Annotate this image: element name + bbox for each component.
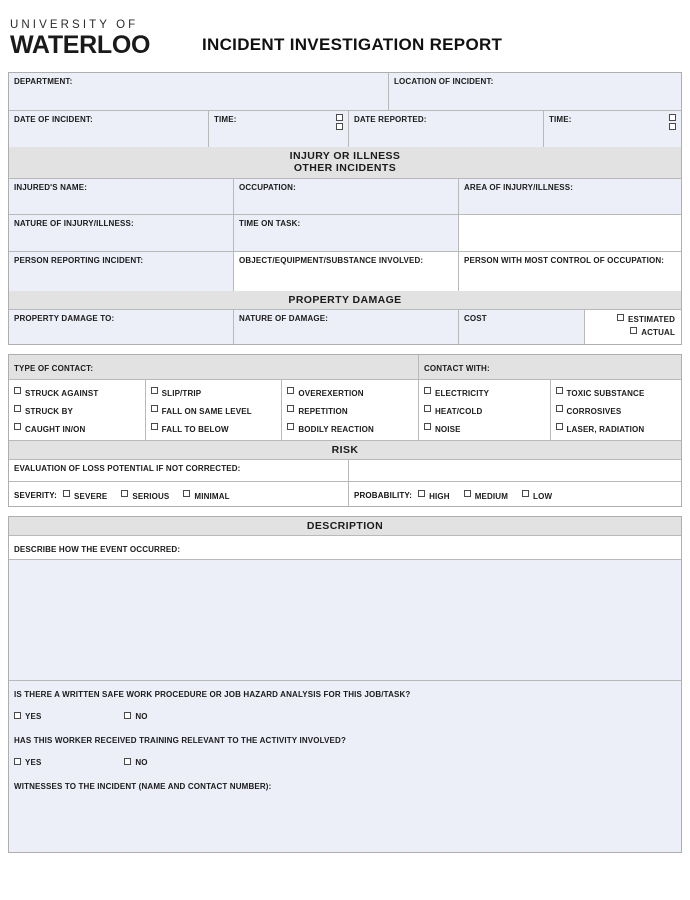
label-fall-on-same-level: FALL ON SAME LEVEL [161, 407, 252, 416]
description-block [8, 516, 682, 853]
time-reported-ampm-group[interactable] [669, 114, 676, 132]
field-nature-of-damage[interactable] [234, 310, 459, 344]
label-caught-in-on: CAUGHT IN/ON [25, 425, 86, 434]
checkbox-noise[interactable] [424, 423, 431, 430]
checkbox-toxic-substance[interactable] [556, 387, 563, 394]
field-location-of-incident[interactable] [389, 73, 681, 111]
checkbox-corrosives[interactable] [556, 405, 563, 412]
type-of-contact-panel [9, 355, 419, 440]
cost-estimated-label: ESTIMATED [628, 315, 675, 324]
field-evaluation-of-loss-potential-label: EVALUATION OF LOSS POTENTIAL IF NOT CORRECTED: [14, 464, 241, 473]
field-occupation[interactable] [234, 179, 459, 215]
type-of-contact-columns [9, 380, 418, 440]
contact-with-title: CONTACT WITH: [424, 364, 490, 373]
label-overexertion: OVEREXERTION [298, 389, 364, 398]
describe-event-label-row [9, 536, 681, 560]
checkbox-electricity[interactable] [424, 387, 431, 394]
question-1-answers [9, 704, 681, 727]
witnesses-label-row [9, 773, 681, 796]
field-person-reporting-label: PERSON REPORTING INCIDENT: [14, 256, 144, 265]
field-time-reported[interactable] [544, 111, 681, 147]
field-nature-of-damage-label: NATURE OF DAMAGE: [239, 314, 329, 323]
field-injured-name[interactable] [9, 179, 234, 215]
time-of-incident-pm-checkbox[interactable] [336, 123, 343, 130]
field-injured-name-label: INJURED'S NAME: [14, 183, 88, 192]
property-damage-row [9, 310, 681, 344]
department-location-row [9, 73, 681, 111]
checkbox-fall-on-same-level[interactable] [151, 405, 158, 412]
checkbox-severity-severe[interactable] [63, 490, 70, 497]
checkbox-heat-cold[interactable] [424, 405, 431, 412]
field-time-reported-label: TIME: [549, 115, 572, 124]
checkbox-caught-in-on[interactable] [14, 423, 21, 430]
field-person-most-control[interactable] [459, 252, 681, 291]
label-noise: NOISE [435, 425, 461, 434]
risk-evaluation-row [9, 460, 681, 482]
field-evaluation-of-loss-potential[interactable] [9, 460, 349, 482]
field-location-of-incident-label: LOCATION OF INCIDENT: [394, 77, 494, 86]
risk-severity-probability-row [9, 482, 681, 506]
injury-row-3 [9, 252, 681, 291]
logo-line-university: UNIVERSITY OF [10, 19, 139, 31]
label-severity-severe: SEVERE [74, 492, 108, 501]
checkbox-severity-serious[interactable] [121, 490, 128, 497]
probability-group [349, 482, 681, 506]
field-property-damage-to[interactable] [9, 310, 234, 344]
question-1-yes-option[interactable] [14, 711, 41, 723]
field-department-label: DEPARTMENT: [14, 77, 73, 86]
checkbox-laser-radiation[interactable] [556, 423, 563, 430]
label-repetition: REPETITION [298, 407, 348, 416]
type-of-contact-column-2 [146, 380, 283, 440]
label-slip-trip: SLIP/TRIP [161, 389, 202, 398]
checkbox-bodily-reaction[interactable] [287, 423, 294, 430]
section-band-description: DESCRIPTION [9, 517, 681, 536]
injury-row-2 [9, 215, 681, 252]
question-2-row [9, 727, 681, 750]
field-area-of-injury-label: AREA OF INJURY/ILLNESS: [464, 183, 574, 192]
field-injury-row2-blank[interactable] [459, 215, 681, 252]
label-toxic-substance: TOXIC SUBSTANCE [566, 389, 645, 398]
field-evaluation-value[interactable] [349, 460, 681, 482]
field-date-reported[interactable] [349, 111, 544, 147]
field-occupation-label: OCCUPATION: [239, 183, 296, 192]
contact-and-risk-block [8, 354, 682, 507]
severity-options [14, 486, 343, 504]
label-laser-radiation: LASER, RADIATION [566, 425, 645, 434]
field-person-reporting[interactable] [9, 252, 234, 291]
cost-actual-label: ACTUAL [641, 328, 675, 337]
spacer-2 [0, 507, 690, 516]
label-probability-high: HIGH [429, 492, 450, 501]
field-person-most-control-label: PERSON WITH MOST CONTROL OF OCCUPATION: [464, 256, 665, 265]
field-date-of-incident[interactable] [9, 111, 209, 147]
section-band-injury-or-illness [9, 147, 681, 179]
witnesses-label: WITNESSES TO THE INCIDENT (NAME AND CONTACT NUMBER): [14, 782, 272, 791]
field-time-of-incident-label: TIME: [214, 115, 237, 124]
checkbox-struck-by[interactable] [14, 405, 21, 412]
logo-line-waterloo: WATERLOO [10, 31, 151, 59]
label-probability-medium: MEDIUM [474, 492, 509, 501]
question-2-no-option[interactable] [124, 757, 147, 769]
contact-with-header [419, 355, 681, 380]
probability-label: PROBABILITY: [354, 490, 413, 500]
question-2-label: HAS THIS WORKER RECEIVED TRAINING RELEVANT TO THE ACTIVITY INVOLVED? [14, 736, 346, 745]
type-of-contact-column-3 [282, 380, 418, 440]
label-struck-against: STRUCK AGAINST [25, 389, 99, 398]
field-time-on-task-label: TIME ON TASK: [239, 219, 301, 228]
section-band-injury-line1: INJURY OR ILLNESS [289, 150, 401, 162]
page-title: INCIDENT INVESTIGATION REPORT [202, 35, 503, 54]
checkbox-severity-minimal[interactable] [183, 490, 190, 497]
checkbox-probability-medium[interactable] [464, 490, 471, 497]
checkbox-q1-yes[interactable] [14, 712, 21, 719]
checkbox-probability-high[interactable] [418, 490, 425, 497]
label-severity-serious: SERIOUS [132, 492, 170, 501]
checkbox-q1-no[interactable] [124, 712, 131, 719]
field-date-reported-label: DATE REPORTED: [354, 115, 427, 124]
field-object-involved[interactable] [234, 252, 459, 291]
field-cost[interactable] [459, 310, 585, 344]
checkbox-fall-to-below[interactable] [151, 423, 158, 430]
cost-estimated-checkbox[interactable] [617, 314, 624, 321]
label-bodily-reaction: BODILY REACTION [298, 425, 374, 434]
dates-times-row [9, 111, 681, 147]
time-of-incident-am-checkbox[interactable] [336, 114, 343, 121]
field-property-damage-to-label: PROPERTY DAMAGE TO: [14, 314, 115, 323]
time-reported-am-checkbox[interactable] [669, 114, 676, 121]
describe-event-textarea[interactable] [9, 560, 681, 681]
injury-row-1 [9, 179, 681, 215]
field-nature-of-injury[interactable] [9, 215, 234, 252]
label-struck-by: STRUCK BY [25, 407, 74, 416]
checkbox-repetition[interactable] [287, 405, 294, 412]
question-1-label: IS THERE A WRITTEN SAFE WORK PROCEDURE OR JOB HAZARD ANALYSIS FOR THIS JOB/TASK? [14, 690, 411, 699]
section-band-injury-line2: OTHER INCIDENTS [293, 162, 397, 174]
cost-actual-checkbox[interactable] [630, 327, 637, 334]
severity-group [9, 482, 349, 506]
contact-with-panel [419, 355, 681, 440]
label-fall-to-below: FALL TO BELOW [161, 425, 229, 434]
contact-with-column-2 [551, 380, 682, 440]
label-heat-cold: HEAT/COLD [435, 407, 483, 416]
label-probability-low: LOW [533, 492, 553, 501]
time-reported-pm-checkbox[interactable] [669, 123, 676, 130]
label-q2-yes: YES [25, 758, 42, 767]
field-department[interactable] [9, 73, 389, 111]
field-object-involved-label: OBJECT/EQUIPMENT/SUBSTANCE INVOLVED: [239, 256, 424, 265]
checkbox-slip-trip[interactable] [151, 387, 158, 394]
label-electricity: ELECTRICITY [435, 389, 490, 398]
checkbox-probability-low[interactable] [522, 490, 529, 497]
describe-event-label: DESCRIBE HOW THE EVENT OCCURRED: [14, 545, 181, 554]
label-severity-minimal: MINIMAL [194, 492, 230, 501]
type-of-contact-header [9, 355, 418, 380]
severity-label: SEVERITY: [14, 490, 57, 500]
field-nature-of-injury-label: NATURE OF INJURY/ILLNESS: [14, 219, 134, 228]
field-date-of-incident-label: DATE OF INCIDENT: [14, 115, 93, 124]
page-header [0, 0, 690, 58]
checkbox-overexertion[interactable] [287, 387, 294, 394]
question-2-yes-option[interactable] [14, 757, 41, 769]
cost-type-group [585, 310, 681, 344]
section-band-risk: RISK [9, 440, 681, 460]
university-logo [10, 19, 190, 58]
contact-with-column-1 [419, 380, 551, 440]
question-2-answers [9, 750, 681, 773]
contact-with-columns [419, 380, 681, 440]
question-1-no-option[interactable] [124, 711, 147, 723]
field-time-of-incident[interactable] [209, 111, 349, 147]
witnesses-textarea[interactable] [9, 796, 681, 852]
checkbox-struck-against[interactable] [14, 387, 21, 394]
top-identification-block [8, 72, 682, 345]
label-corrosives: CORROSIVES [566, 407, 622, 416]
label-q2-no: NO [135, 758, 148, 767]
field-area-of-injury[interactable] [459, 179, 681, 215]
checkbox-q2-no[interactable] [124, 758, 131, 765]
field-time-on-task[interactable] [234, 215, 459, 252]
type-of-contact-column-1 [9, 380, 146, 440]
time-of-incident-ampm-group[interactable] [336, 114, 343, 132]
contact-section [9, 355, 681, 440]
type-of-contact-title: TYPE OF CONTACT: [14, 364, 94, 373]
section-band-property-damage: PROPERTY DAMAGE [9, 291, 681, 310]
spacer-1 [0, 345, 690, 354]
field-cost-label: COST [464, 314, 487, 323]
label-q1-yes: YES [25, 712, 42, 721]
probability-options [354, 486, 676, 504]
label-q1-no: NO [135, 712, 148, 721]
field-cost-group [459, 310, 681, 344]
question-1-row [9, 681, 681, 704]
checkbox-q2-yes[interactable] [14, 758, 21, 765]
